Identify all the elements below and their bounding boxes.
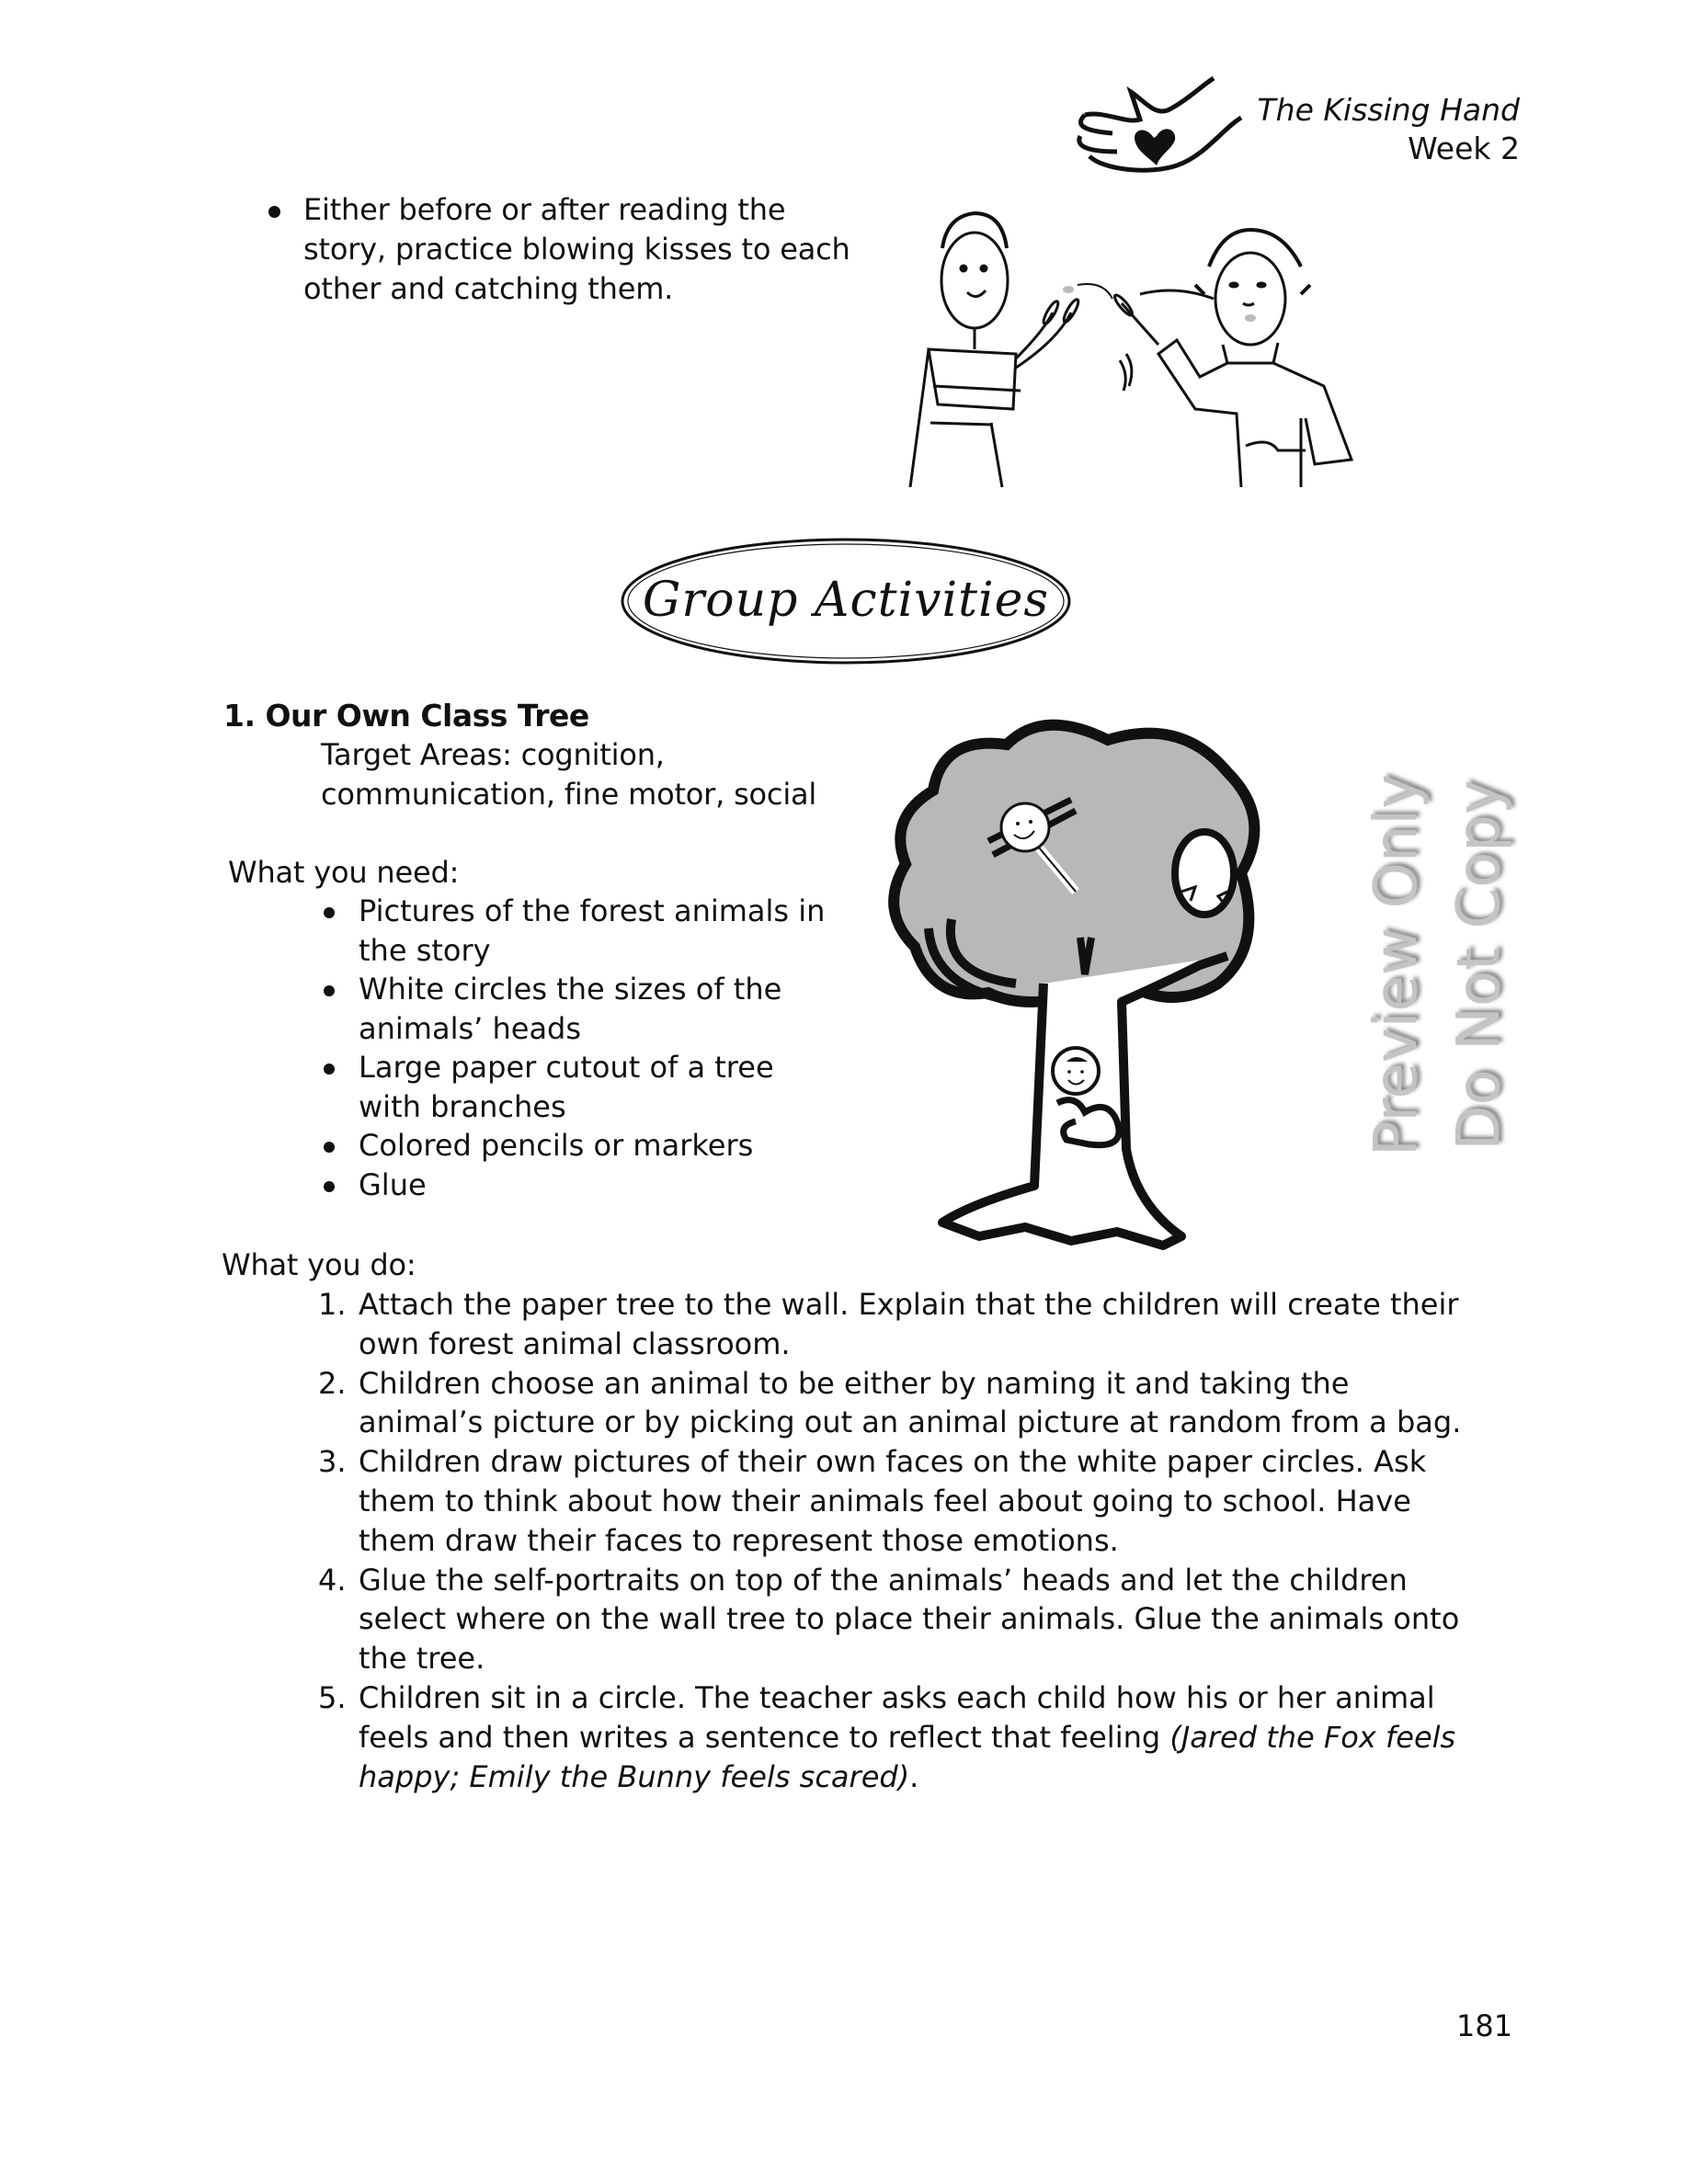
step-number: 2. bbox=[318, 1365, 347, 1401]
watermark-line-2: Do Not Copy bbox=[1445, 779, 1513, 1151]
step-example: (Jared the Fox feels happy; Emily the Bunny feels scared) bbox=[359, 1719, 1456, 1794]
kids-blowing-kisses-illustration bbox=[883, 193, 1471, 487]
material-item: Pictures of the forest animals in the story bbox=[359, 892, 837, 970]
step-text: Glue the self-portraits on top of the animals’ heads and let the children select where on the wall tree to place their animals. Glue the animals onto the tree. bbox=[359, 1562, 1460, 1677]
step-item bbox=[318, 1561, 1462, 1678]
step-text: Children choose an animal to be either by naming it and taking the animal’s picture or by picking out an animal picture at random from a bag. bbox=[359, 1365, 1462, 1440]
step-text: Attach the paper tree to the wall. Explain that the children will create their own forest animal classroom. bbox=[359, 1287, 1459, 1361]
page-number: 181 bbox=[1456, 2008, 1513, 2043]
steps-list bbox=[318, 1285, 1462, 1796]
step-item bbox=[318, 1285, 1462, 1364]
material-item: Large paper cutout of a tree with branches bbox=[359, 1048, 837, 1126]
class-tree-illustration bbox=[878, 708, 1264, 1259]
step-text: Children draw pictures of their own faces on the white paper circles. Ask them to think about how their animals feel about going to school. Have them draw their faces to represent those emotions. bbox=[359, 1444, 1427, 1558]
materials-list bbox=[359, 892, 837, 1204]
book-title: The Kissing Hand bbox=[1257, 92, 1520, 128]
material-item: Colored pencils or markers bbox=[359, 1126, 837, 1166]
step-number: 5. bbox=[318, 1679, 347, 1715]
intro-bullet bbox=[303, 190, 873, 309]
step-number: 3. bbox=[318, 1444, 347, 1480]
bullet-dot bbox=[268, 206, 280, 218]
intro-bullet-text: Either before or after reading the story, practice blowing kisses to each other and catching them. bbox=[303, 192, 850, 306]
target-areas: Target Areas: cognition, communication, fine motor, social bbox=[321, 737, 817, 812]
hand-heart-icon bbox=[1076, 74, 1250, 179]
do-heading: What you do: bbox=[222, 1247, 416, 1282]
material-item: White circles the sizes of the animals’ heads bbox=[359, 970, 837, 1048]
preview-watermark bbox=[1278, 699, 1646, 1232]
step-item bbox=[318, 1442, 1462, 1560]
step-number: 4. bbox=[318, 1562, 347, 1598]
week-label: Week 2 bbox=[1408, 131, 1520, 166]
need-heading: What you need: bbox=[228, 855, 460, 890]
step-number: 1. bbox=[318, 1287, 347, 1322]
step-item bbox=[318, 1364, 1462, 1443]
step-text: Children sit in a circle. The teacher asks each child how his or her animal feels and then writes a sentence to reflect that feeling bbox=[359, 1679, 1435, 1755]
activity-title: 1. Our Own Class Tree bbox=[223, 698, 589, 734]
material-item: Glue bbox=[359, 1166, 837, 1205]
step-text-end: . bbox=[909, 1758, 919, 1794]
step-item bbox=[318, 1678, 1462, 1796]
section-heading: Group Activities bbox=[642, 573, 1050, 628]
watermark-line-1: Preview Only bbox=[1363, 773, 1431, 1157]
